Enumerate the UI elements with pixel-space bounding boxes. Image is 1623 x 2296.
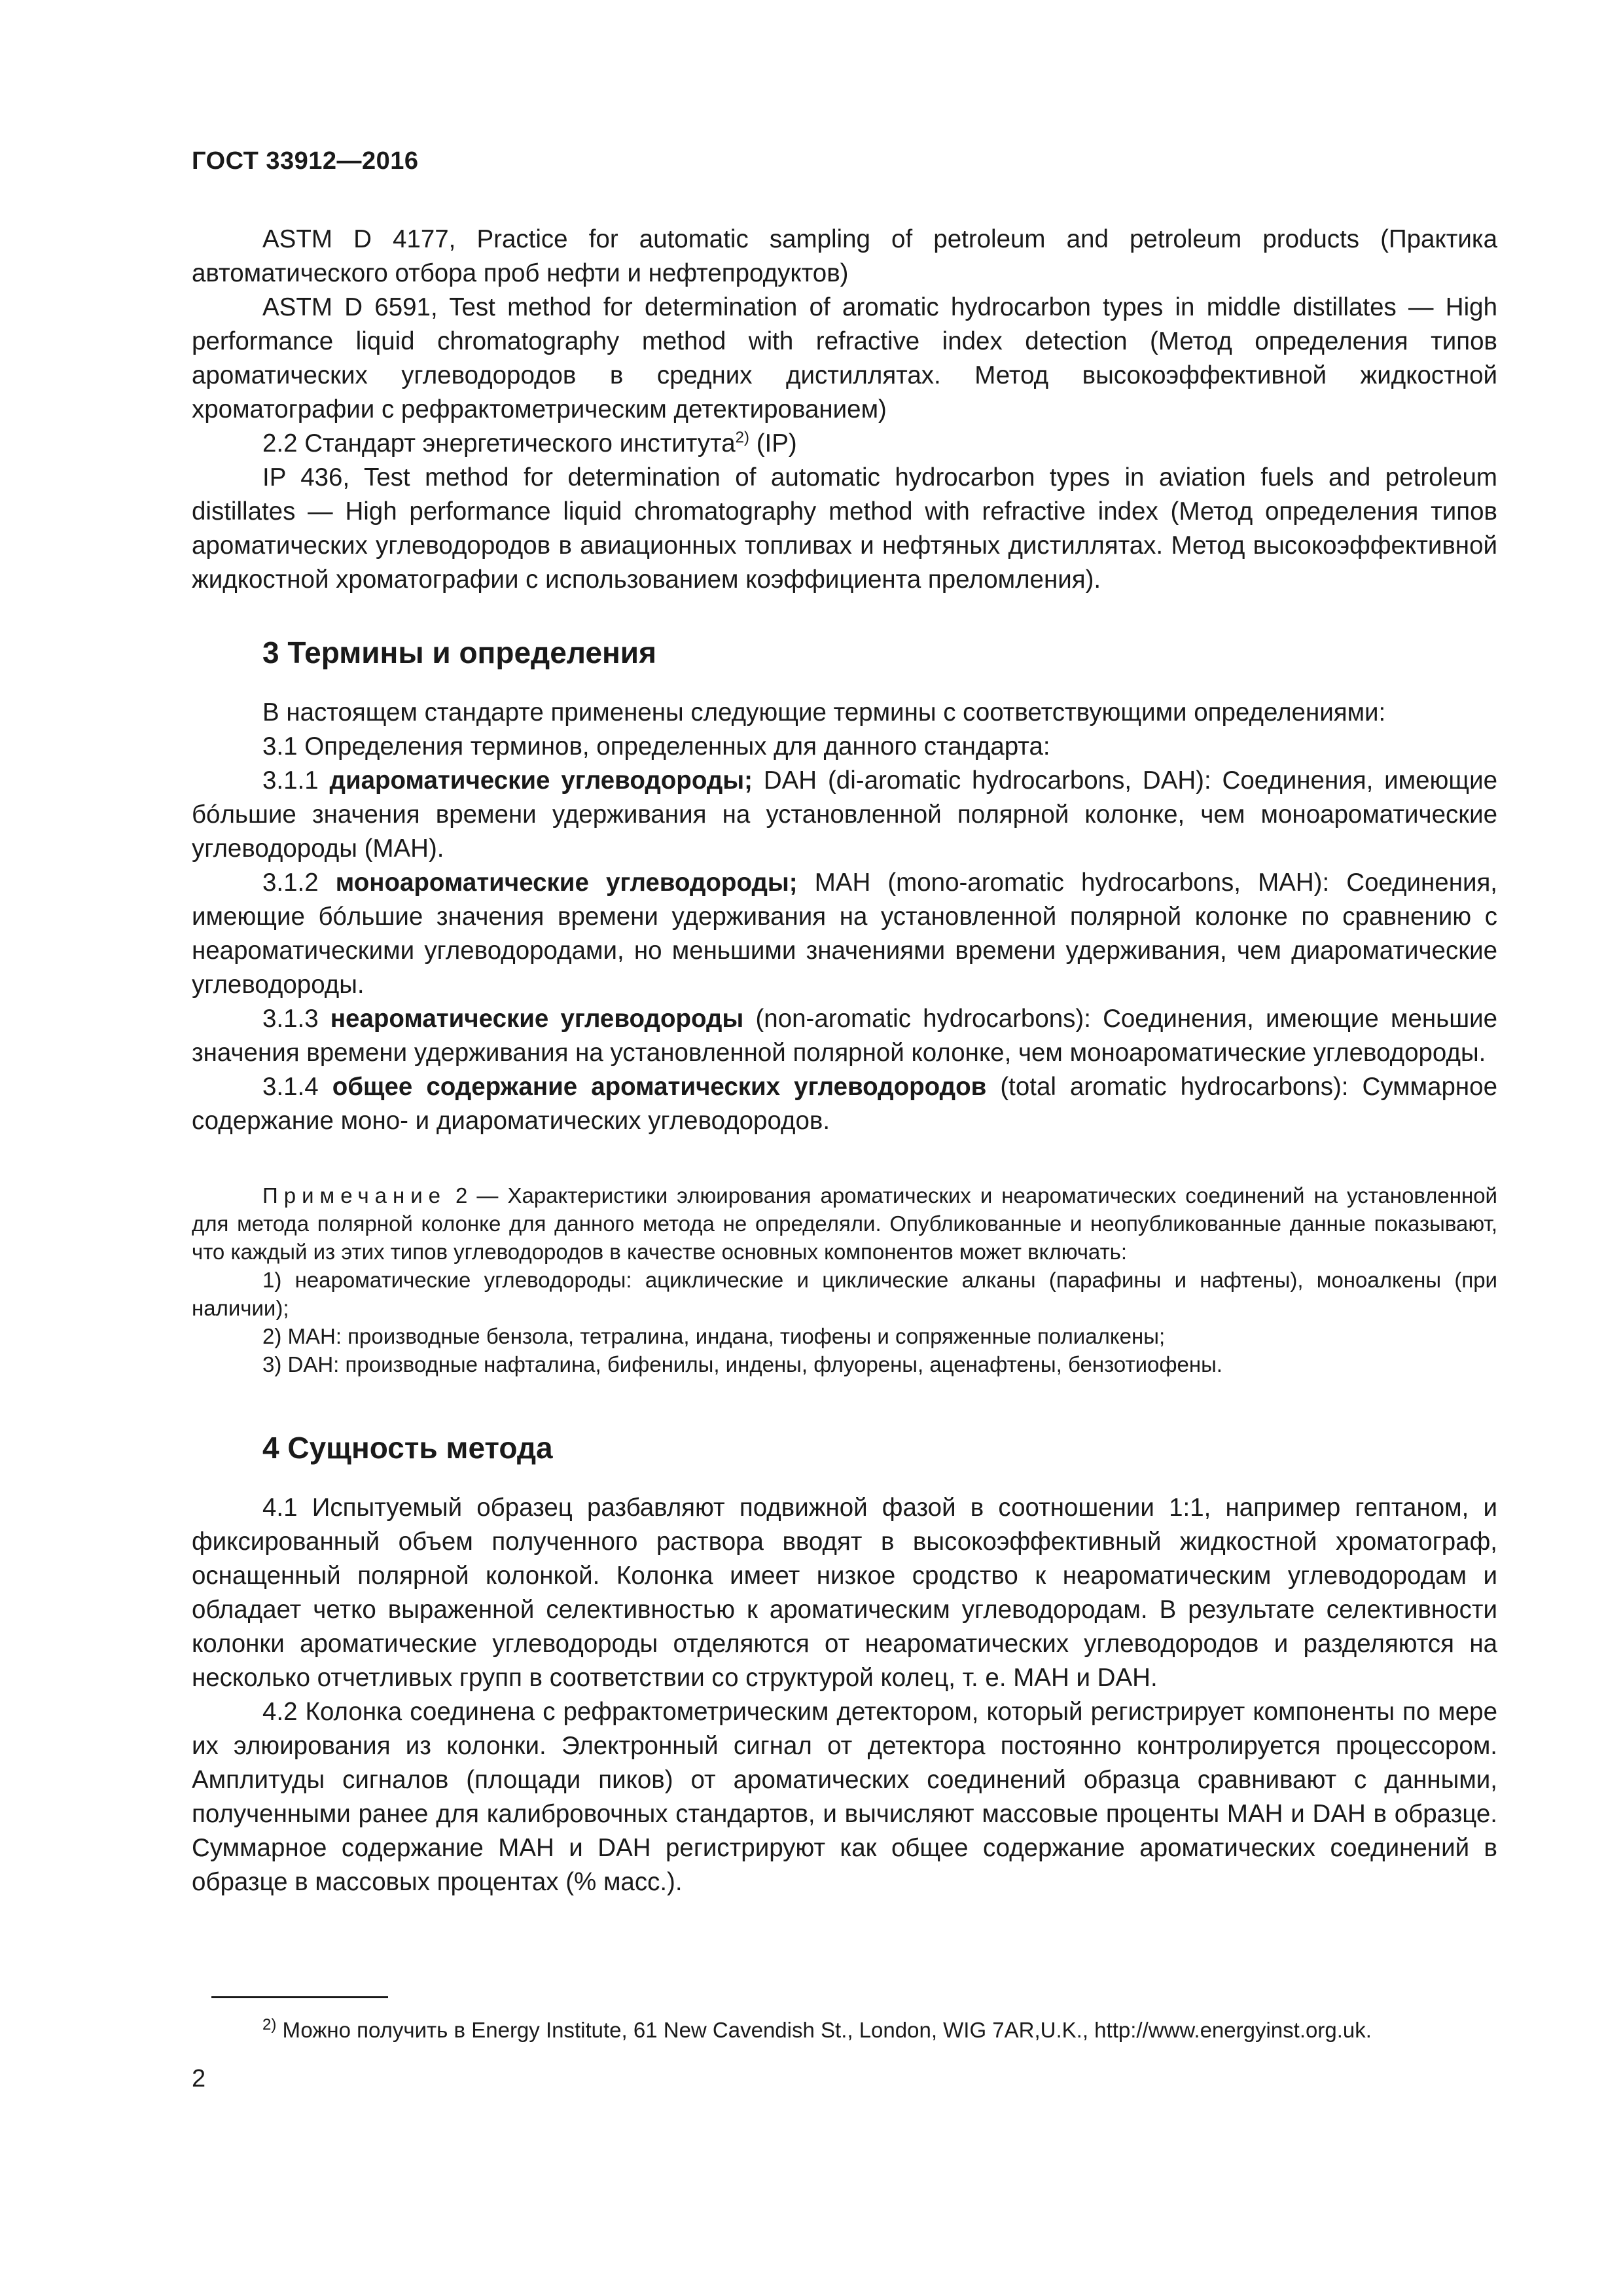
note-text: 2 — Характеристики элюирования ароматических и неароматических соединений на установленной для метода полярной колонке для данного метода не определяли. Опубликованные и неопубликованные данные показывают, что каждый из этих типов углеводородов в качестве основных компонентов может включать: xyxy=(192,1183,1497,1264)
term-number: 3.1.3 xyxy=(262,1005,330,1033)
document-page xyxy=(192,0,1497,2296)
term-3-1-3 xyxy=(192,1002,1497,1070)
section-3-intro: В настоящем стандарте применены следующие термины с соответствующими определениями: xyxy=(262,698,1386,726)
note-intro xyxy=(192,1181,1497,1266)
term-3-1-1 xyxy=(192,764,1497,866)
term-number: 3.1.1 xyxy=(262,766,330,795)
term-definition: DAH (di-aromatic hydrocarbons, DAH): Соединения, имеющие бóльшие значения времени удерживания на установленной полярной колонке, чем моноароматические углеводороды (МАН). xyxy=(192,766,1497,863)
clause-2-2 xyxy=(192,427,1497,461)
clause-3-1: 3.1 Определения терминов, определенных для данного стандарта: xyxy=(262,732,1050,761)
term-number: 3.1.4 xyxy=(262,1073,332,1101)
term-name: неароматические углеводороды xyxy=(330,1005,744,1033)
footnote-text: Можно получить в Energy Institute, 61 New Cavendish St., London, WIG 7AR,U.K., http://www.energyinst.org.uk. xyxy=(276,2018,1372,2042)
references-block xyxy=(192,223,1497,597)
term-name: моноароматические углеводороды; xyxy=(335,869,798,897)
term-3-1-2 xyxy=(192,866,1497,1002)
clause-2-2-text: 2.2 Стандарт энергетического института xyxy=(262,429,736,457)
note-item-3: 3) DAH: производные нафталина, бифенилы, индены, флуорены, аценафтены, бензотиофены. xyxy=(262,1352,1222,1376)
term-definition: (total aromatic hydrocarbons): Суммарное содержание моно- и диароматических углеводородов. xyxy=(192,1073,1498,1135)
section-4-title: 4 Сущность метода xyxy=(262,1431,553,1465)
document-header: ГОСТ 33912—2016 xyxy=(192,147,419,175)
page-number: 2 xyxy=(192,2065,206,2092)
term-3-1-4 xyxy=(192,1070,1497,1138)
term-number: 3.1.2 xyxy=(262,869,336,897)
footnote-divider xyxy=(211,1996,388,1998)
term-name: общее содержание ароматических углеводородов xyxy=(332,1073,987,1101)
term-definition: (non-aromatic hydrocarbons): Соединения, имеющие меньшие значения времени удерживания на установленной полярной колонке, чем моноароматические углеводороды. xyxy=(192,1005,1497,1067)
ref-ip-436: IP 436, Test method for determination of automatic hydrocarbon types in aviation fuels and petroleum distillates — High performance liquid chromatography method with refractive index (Метод определения типов ароматических углеводородов в авиационных топливах и нефтяных дистиллятах. Метод высокоэффективной жидкостной хроматографии с использованием коэффициента преломления). xyxy=(192,463,1497,594)
clause-4-1: 4.1 Испытуемый образец разбавляют подвижной фазой в соотношении 1:1, например гептаном, и фиксированный объем полученного раствора вводят в высокоэффективный жидкостной хроматограф, оснащенный полярной колонкой. Колонка имеет низкое сродство к неароматическим углеводородам и обладает четко выраженной селективностью к ароматическим углеводородам. В результате селективности колонки ароматические углеводороды отделяются от неароматических углеводородов и разделяются на несколько отчетливых групп в соответствии со структурой колец, т. е. МАН и DAH. xyxy=(192,1494,1497,1692)
note-label: Примечание xyxy=(262,1183,447,1208)
note-item-1: 1) неароматические углеводороды: ациклические и циклические алканы (парафины и нафтены), моноалкены (при наличии); xyxy=(192,1268,1497,1320)
footnote-ref: 2) xyxy=(735,429,750,447)
note-item-2: 2) МАН: производные бензола, тетралина, индана, тиофены и сопряженные полиалкены; xyxy=(262,1324,1166,1348)
ref-astm-4177: ASTM D 4177, Practice for automatic sampling of petroleum and petroleum products (Практика автоматического отбора проб нефти и нефтепродуктов) xyxy=(192,225,1497,287)
term-definition: МАН (mono-aromatic hydrocarbons, MAH): Соединения, имеющие бóльшие значения времени удерживания на установленной полярной колонке по сравнению с неароматическими углеводородами, но меньшими значениями времени удерживания, чем диароматические углеводороды. xyxy=(192,869,1498,999)
clause-2-2-end: (IP) xyxy=(749,429,797,457)
footnote xyxy=(262,2016,1497,2044)
section-4-body xyxy=(192,1491,1497,1899)
ref-astm-6591: ASTM D 6591, Test method for determination of aromatic hydrocarbon types in middle distillates — High performance liquid chromatography method with refractive index detection (Метод определения типов ароматических углеводородов в средних дистиллятах. Метод высокоэффективной жидкостной хроматографии с рефрактометрическим детектированием) xyxy=(192,293,1497,423)
clause-4-2: 4.2 Колонка соединена с рефрактометрическим детектором, который регистрирует компоненты по мере их элюирования из колонки. Электронный сигнал от детектора постоянно контролируется процессором. Амплитуды сигналов (площади пиков) от ароматических соединений образца сравнивают с данными, полученными ранее для калибровочных стандартов, и вычисляют массовые проценты МАН и DAH в образце. Суммарное содержание МАН и DAH регистрируют как общее содержание ароматических соединений в образце в массовых процентах (% масс.). xyxy=(192,1698,1497,1896)
note-block xyxy=(192,1181,1497,1378)
section-3-body xyxy=(192,696,1497,1138)
term-name: диароматические углеводороды; xyxy=(329,766,753,795)
footnote-marker: 2) xyxy=(262,2016,277,2034)
section-3-title: 3 Термины и определения xyxy=(262,636,656,670)
